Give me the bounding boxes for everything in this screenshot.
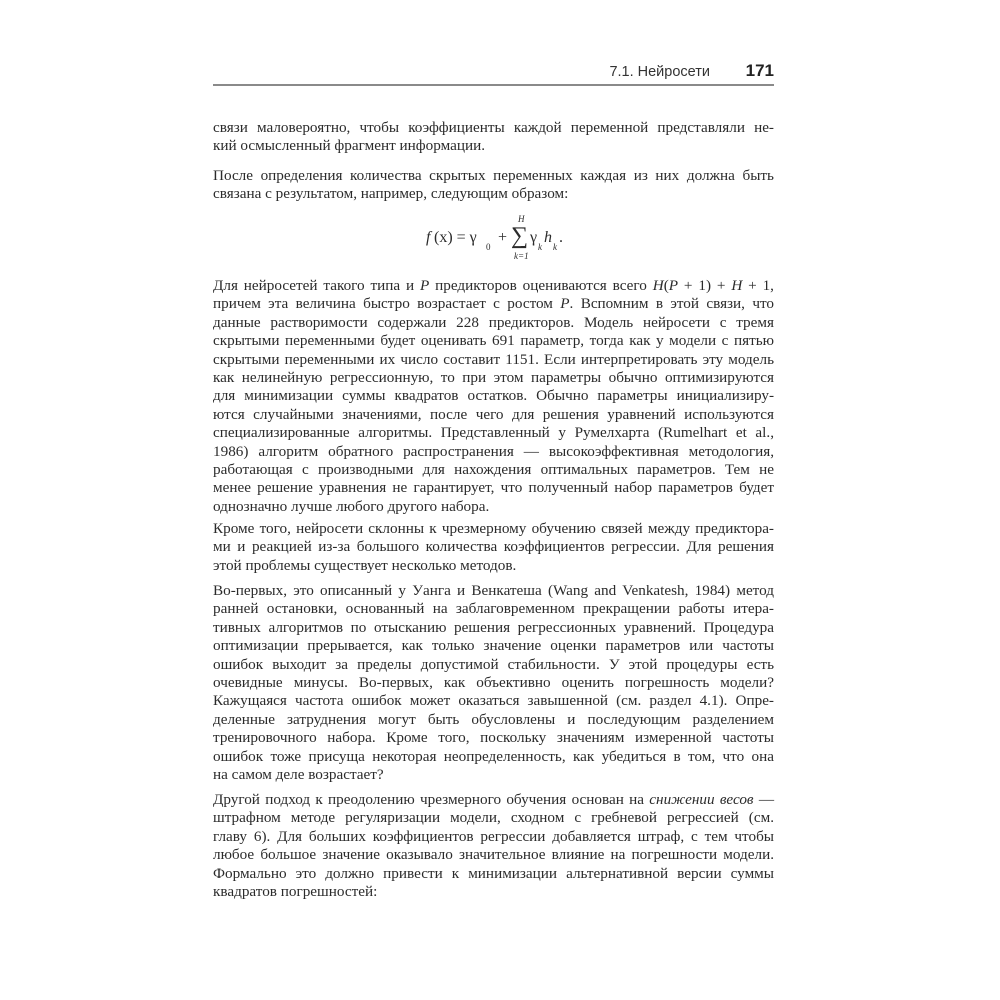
italic-text: H xyxy=(652,277,664,294)
text-line xyxy=(213,295,774,313)
text-segment: Для нейросетей такого типа и xyxy=(213,277,420,294)
text-line: однозначно лучше любого другого набора. xyxy=(213,497,490,515)
text-line: работающая с производными для нахождения оптимальных параметров. Тем не xyxy=(213,460,774,478)
text-segment: Другой подход к преодолению чрезмерного обучения основан на xyxy=(213,791,650,808)
text-segment: предикторов оцениваются всего xyxy=(429,277,653,294)
text-line: как нелинейную регрессионную, то при этом параметры обычно оптимизируются xyxy=(213,368,774,386)
text-segment: причем эта величина быстро возрастает с ростом xyxy=(213,295,561,313)
text-line: 1986) алгоритм обратного распространения — высокоэффективная методология, xyxy=(213,442,774,460)
text-segment: + 1, xyxy=(742,277,774,294)
equation-f: f xyxy=(426,229,431,246)
text-line: деленные затруднения могут быть обусловлены и последующим разделением xyxy=(213,710,774,728)
text-line: любое большое значение оказывало значительное влияние на погрешности модели. xyxy=(213,846,774,864)
sum-symbol: ∑ xyxy=(511,223,529,249)
text-line: скрытыми переменными их число составит 1151. Если интерпретировать эту модель xyxy=(213,350,774,368)
text-line: Во-первых, это описанный у Уанга и Венкатеша (Wang and Venkatesh, 1984) метод xyxy=(213,582,774,599)
text-segment: — xyxy=(753,791,775,808)
text-line: очевидные минусы. Во-первых, как объективно оценить погрешность модели? xyxy=(213,673,774,691)
equation-h: h xyxy=(544,229,552,246)
text-segment: ( xyxy=(663,277,669,294)
text-line: тивных алгоритмов по отысканию решения регрессионных уравнений. Процедура xyxy=(213,618,774,636)
text-line: Формально это должно привести к минимизации альтернативной версии суммы xyxy=(213,864,774,882)
text-line: Кроме того, нейросети склонны к чрезмерному обучению связей между предиктора- xyxy=(213,520,774,537)
text-line xyxy=(213,791,774,809)
equation-arg: (x) = γ xyxy=(434,229,477,246)
running-title: 7.1. Нейросети xyxy=(609,64,710,80)
italic-text: снижении весов xyxy=(649,791,754,808)
equation-plus: + xyxy=(498,229,508,246)
paragraph xyxy=(213,119,774,156)
text-line: кий осмысленный фрагмент информации. xyxy=(213,137,486,155)
text-line: главу 6). Для больших коэффициентов регрессии добавляется штраф, с тем чтобы xyxy=(213,827,774,845)
text-line: ми и реакцией из-за большого количества коэффициентов регрессии. Для решения xyxy=(213,538,774,556)
italic-text: P xyxy=(560,295,570,313)
text-line: ошибок выходит за пределы допустимой стабильности. У этой процедуры есть xyxy=(213,655,774,673)
paragraph xyxy=(213,520,774,575)
text-line: менее решение уравнения не гарантирует, что полученный набор параметров будет xyxy=(213,479,774,497)
equation-sub: 0 xyxy=(486,242,491,252)
text-line: специализированные алгоритмы. Представленный у Румелхарта (Rumelhart et al., xyxy=(213,424,774,442)
text-line: этой проблемы существует несколько методов. xyxy=(213,556,517,574)
text-line: Кажущаяся частота ошибок может оказаться завышенной (см. раздел 4.1). Опре- xyxy=(213,692,774,710)
paragraph xyxy=(213,167,774,204)
text-line: связана с результатом, например, следующим образом: xyxy=(213,185,569,203)
equation-sub: k xyxy=(538,242,542,252)
text-line: квадратов погрешностей: xyxy=(213,882,378,900)
text-line: штрафном методе регуляризации модели, сходном с гребневой регрессией (см. xyxy=(213,809,774,827)
text-line xyxy=(213,277,774,295)
text-line: данные растворимости содержали 228 предикторов. Модель нейросети с тремя xyxy=(213,313,774,331)
italic-text: P xyxy=(419,277,430,294)
text-line: После определения количества скрытых переменных каждая из них должна быть xyxy=(213,167,774,184)
text-line: связи маловероятно, чтобы коэффициенты каждой переменной представляли не- xyxy=(213,119,774,136)
text-line: скрытыми переменными будет оценивать 691 параметр, тогда как у модели с пятью xyxy=(213,332,774,350)
text-line: на самом деле возрастает? xyxy=(213,765,384,783)
equation-period: . xyxy=(559,229,563,246)
text-line: ранней остановки, основанный на заблаговременном прекращении работы итера- xyxy=(213,600,774,618)
text-line: тренировочного набора. Кроме того, поскольку значениям измеренной частоты xyxy=(213,729,774,747)
text-segment: . Вспомним в этой связи, что xyxy=(569,295,774,313)
paragraph xyxy=(213,582,774,784)
text-line: ошибок тоже присуща некоторая неопределенность, как убедиться в том, что она xyxy=(213,747,774,765)
text-line: оптимизации прерывается, как только значение оценки параметров или частоты xyxy=(213,637,774,655)
page-number: 171 xyxy=(745,61,774,80)
text-line: ются случайными значениями, после чего для решения уравнений используются xyxy=(213,405,774,423)
running-header xyxy=(213,62,774,86)
paragraph xyxy=(213,791,774,901)
italic-text: H xyxy=(731,277,743,294)
text-line: для минимизации суммы квадратов остатков. Обычно параметры инициализиру- xyxy=(213,387,774,405)
italic-text: P xyxy=(668,277,679,294)
sum-upper: H xyxy=(518,214,525,224)
equation-sub: k xyxy=(553,242,557,252)
sum-lower: k=1 xyxy=(514,251,529,261)
equation-gamma: γ xyxy=(530,229,538,246)
paragraph xyxy=(213,277,774,516)
text-segment: + 1) + xyxy=(678,277,732,294)
